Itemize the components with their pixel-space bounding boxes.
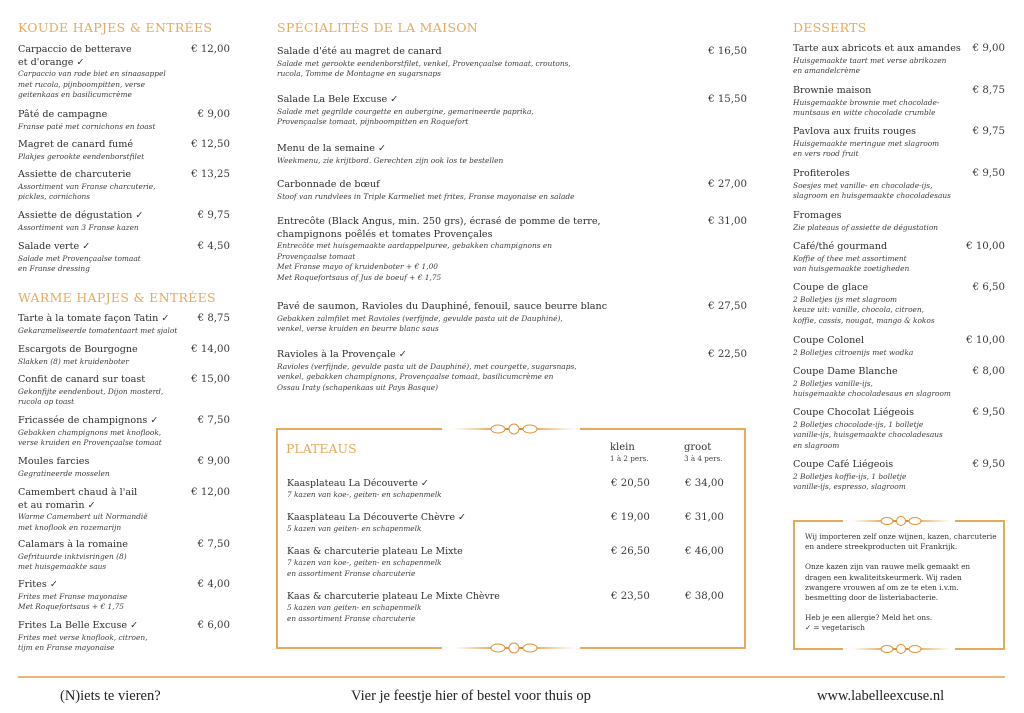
info-text <box>805 532 997 634</box>
item-desc: Franse paté met cornichons en toast <box>18 121 156 131</box>
item-price: € 9,00 <box>972 43 1005 54</box>
menu-item <box>18 169 230 203</box>
item-price: € 9,75 <box>972 126 1005 137</box>
item-price: € 9,00 <box>197 456 230 467</box>
column-header-small: klein 1 à 2 pers. <box>610 442 649 463</box>
item-price: € 10,00 <box>966 335 1005 346</box>
item-name: Frites La Belle Excuse ✓ <box>18 620 139 631</box>
info-allergy: Heb je een allergie? Meld het ons. <box>805 613 933 623</box>
item-price: € 12,00 <box>191 487 230 498</box>
item-desc: Huisgemaakte meringue met slagroom en vers rood fruit <box>793 138 940 159</box>
footer-center: Vier je feestje hier of bestel voor thuis op <box>351 688 591 704</box>
item-desc: Salade met Provençaalse tomaat en Franse dressing <box>18 253 141 274</box>
menu-item <box>277 143 747 166</box>
price-large: € 34,00 <box>685 478 724 489</box>
info-cheese: Onze kazen zijn van rauwe melk gemaakt en dragen een kwaliteitskeurmerk. Wij raden zwangere vrouwen af om ze te eten i.v.m. besmetting door de listeriabacterie. <box>805 562 971 603</box>
item-price: € 15,00 <box>191 374 230 385</box>
item-name: Café/thé gourmand <box>793 241 888 252</box>
ornament-icon <box>452 421 576 437</box>
item-desc: Zie plateaus of assiette de dégustation <box>793 222 939 232</box>
ornament-border-bottom <box>793 648 1005 650</box>
menu-item <box>793 210 1005 233</box>
item-desc: Gekonfijte eendenbout, Dijon mosterd, rucola op toast <box>18 386 164 407</box>
item-desc: Gekarameliseerde tomatentaart met sjalot <box>18 325 178 335</box>
item-desc: Ravioles (verfijnde, gevulde pasta uit de Dauphiné), met courgette, sugarsnaps, venkel, gebakken champignons, Provençaalse tomaat, basilicumcrème en Ossau Iraty (schapenkaas uit Pays Basque) <box>277 361 577 392</box>
ornament-border-bottom <box>276 647 746 649</box>
plateau-desc: 7 kazen van koe-, geiten- en schapenmelk <box>287 490 442 499</box>
footer-left: (N)iets te vieren? <box>60 688 161 704</box>
menu-item <box>18 579 230 613</box>
item-price: € 4,50 <box>197 241 230 252</box>
column-header-large: groot 3 à 4 pers. <box>684 442 723 463</box>
menu-item <box>277 216 747 283</box>
menu-item <box>18 241 230 275</box>
item-desc: Entrecôte met huisgemaakte aardappelpuree, gebakken champignons en Provençaalse tomaat Met Franse mayo of kruidenboter + € 1,00 Met Roquefortsaus of Jus de boeuf + € 1,75 <box>277 241 553 282</box>
item-name: Coupe Colonel <box>793 335 865 346</box>
menu-item <box>277 301 747 335</box>
menu-item <box>793 366 1005 400</box>
plateau-name: Kaas & charcuterie plateau Le Mixte Chèvre <box>287 591 500 602</box>
item-price: € 7,50 <box>197 539 230 550</box>
item-price: € 12,50 <box>191 139 230 150</box>
item-name: Frites ✓ <box>18 579 58 590</box>
item-desc: 2 Bolletjes citroenijs met wodka <box>793 347 914 357</box>
item-price: € 8,75 <box>197 313 230 324</box>
item-name: Tarte aux abricots et aux amandes <box>793 43 961 54</box>
item-desc: Warme Camembert uit Normandië met knoflook en rozemarijn <box>18 512 148 532</box>
section-title-koude: KOUDE HAPJES & ENTRÉES <box>18 20 213 35</box>
item-name: Coupe Chocolat Liégeois <box>793 407 915 418</box>
item-price: € 12,00 <box>191 44 230 55</box>
item-name: Escargots de Bourgogne <box>18 344 138 355</box>
item-name: Fromages <box>793 210 842 221</box>
item-price: € 9,00 <box>197 109 230 120</box>
item-price: € 8,00 <box>972 366 1005 377</box>
menu-item <box>277 46 747 80</box>
item-desc: Soesjes met vanille- en chocolade-ijs, slagroom en huisgemaakte chocoladesaus <box>793 180 951 201</box>
price-small: € 19,00 <box>611 512 650 523</box>
price-large: € 46,00 <box>685 546 724 557</box>
price-large: € 31,00 <box>685 512 724 523</box>
item-price: € 15,50 <box>708 94 747 105</box>
item-name: Coupe Café Liégeois <box>793 459 894 470</box>
footer-divider <box>18 676 1005 678</box>
item-name: Carpaccio de betterave et d'orange ✓ <box>18 44 132 68</box>
menu-item <box>18 374 230 408</box>
menu-item <box>793 168 1005 202</box>
menu-item <box>18 456 230 479</box>
menu-item <box>277 94 747 128</box>
plateau-name: Kaas & charcuterie plateau Le Mixte <box>287 546 463 557</box>
menu-item <box>793 459 1005 493</box>
item-name: Calamars à la romaine <box>18 539 128 550</box>
item-desc: Frites met verse knoflook, citroen, tijm en Franse mayonaise <box>18 632 148 653</box>
price-small: € 26,50 <box>611 546 650 557</box>
item-desc: Slakken (8) met kruidenboter <box>18 356 129 366</box>
menu-item <box>18 44 230 101</box>
menu-item <box>18 344 230 367</box>
item-desc: Gebakken champignons met knoflook, verse kruiden en Provençaalse tomaat <box>18 427 162 448</box>
item-desc: 2 Bolletjes vanille-ijs, huisgemaakte chocoladesaus en slagroom <box>793 378 951 399</box>
info-vegetarian-legend: ✓ = vegetarisch <box>805 623 865 633</box>
item-name: Menu de la semaine ✓ <box>277 143 387 154</box>
section-title-specialites: SPÉCIALITÉS DE LA MAISON <box>277 20 478 35</box>
item-desc: 2 Bolletjes ijs met slagroom keuze uit: vanille, chocola, citroen, koffie, cassis, nougat, mango & kokos <box>793 294 935 325</box>
item-name: Pâté de campagne <box>18 109 108 120</box>
item-price: € 4,00 <box>197 579 230 590</box>
item-name: Camembert chaud à l'ail et au romarin ✓ <box>18 487 138 511</box>
item-desc: Gebakken zalmfilet met Ravioles (verfijnde, gevulde pasta uit de Dauphiné), venkel, verse kruiden en beurre blanc saus <box>277 313 563 334</box>
item-desc: Assortiment van Franse charcuterie, pickles, cornichons <box>18 181 156 202</box>
item-desc: Huisgemaakte taart met verse abrikozen en amandelcrème <box>793 55 947 76</box>
menu-item <box>793 43 1005 77</box>
item-name: Entrecôte (Black Angus, min. 250 grs), écrasé de pomme de terre, champignons poêlés et tomates Provençales <box>277 216 601 240</box>
section-title-warme: WARME HAPJES & ENTRÉES <box>18 290 216 305</box>
item-desc: Plakjes gerookte eendenborstfilet <box>18 151 145 161</box>
item-name: Tarte à la tomate façon Tatin ✓ <box>18 313 170 324</box>
section-title-plateaus: PLATEAUS <box>286 441 357 456</box>
plateaus-box <box>276 428 746 649</box>
item-name: Profiteroles <box>793 168 850 179</box>
ornament-border-top <box>793 520 1005 522</box>
item-price: € 14,00 <box>191 344 230 355</box>
item-price: € 9,50 <box>972 407 1005 418</box>
info-box <box>793 520 1005 650</box>
item-name: Coupe Dame Blanche <box>793 366 898 377</box>
item-name: Moules farcies <box>18 456 90 467</box>
plateau-desc: 5 kazen van geiten- en schapenmelk en assortiment Franse charcuterie <box>287 603 422 623</box>
item-price: € 16,50 <box>708 46 747 57</box>
menu-item <box>18 487 230 533</box>
menu-item <box>18 620 230 654</box>
item-price: € 6,00 <box>197 620 230 631</box>
menu-item <box>793 407 1005 451</box>
item-name: Salade La Bele Excuse ✓ <box>277 94 399 105</box>
item-price: € 6,50 <box>972 282 1005 293</box>
item-name: Pavlova aux fruits rouges <box>793 126 917 137</box>
plateau-item <box>287 546 734 579</box>
item-price: € 13,25 <box>191 169 230 180</box>
menu-item <box>18 539 230 573</box>
item-name: Confit de canard sur toast <box>18 374 146 385</box>
ornament-icon <box>851 513 951 529</box>
menu-item <box>277 349 747 393</box>
item-price: € 22,50 <box>708 349 747 360</box>
item-desc: Weekmenu, zie krijtbord. Gerechten zijn ook los te bestellen <box>277 155 504 165</box>
item-desc: Gefrituurde inktvisringen (8) met huisgemaakte saus <box>18 551 127 572</box>
item-desc: Salade met gerookte eendenborstfilet, venkel, Provençaalse tomaat, croutons, rucola, Tomme de Montagne en sugarsnaps <box>277 58 571 79</box>
menu-item <box>793 282 1005 326</box>
price-large: € 38,00 <box>685 591 724 602</box>
item-desc: Stoof van rundvlees in Triple Karmeliet met frites, Franse mayonaise en salade <box>277 191 575 201</box>
menu-item <box>18 313 230 336</box>
ornament-icon <box>851 641 951 657</box>
menu-item <box>18 415 230 449</box>
item-price: € 8,75 <box>972 85 1005 96</box>
item-price: € 7,50 <box>197 415 230 426</box>
item-name: Salade d'été au magret de canard <box>277 46 442 57</box>
menu-item <box>793 126 1005 160</box>
item-name: Ravioles à la Provençale ✓ <box>277 349 407 360</box>
item-desc: Huisgemaakte brownie met chocolade- muntsaus en witte chocolade crumble <box>793 97 940 118</box>
item-desc: 2 Bolletjes koffie-ijs, 1 bolletje vanille-ijs, espresso, slagroom <box>793 471 907 492</box>
item-desc: Carpaccio van rode biet en sinaasappel met rucola, pijnboompitten, verse geitenkaas en basilicumcrème <box>18 69 166 100</box>
item-desc: Assortiment van 3 Franse kazen <box>18 222 139 232</box>
ornament-border-top <box>276 428 746 430</box>
plateau-name: Kaasplateau La Découverte Chèvre ✓ <box>287 512 466 523</box>
item-name: Magret de canard fumé <box>18 139 133 150</box>
item-price: € 9,50 <box>972 459 1005 470</box>
item-price: € 10,00 <box>966 241 1005 252</box>
item-desc: Gegratineerde mosselen <box>18 468 110 478</box>
info-import: Wij importeren zelf onze wijnen, kazen, charcuterie en andere streekproducten uit Frankrijk. <box>805 532 997 552</box>
item-price: € 31,00 <box>708 216 747 227</box>
item-name: Carbonnade de bœuf <box>277 179 380 190</box>
item-desc: 2 Bolletjes chocolade-ijs, 1 bolletje vanille-ijs, huisgemaakte chocoladesaus en slagroom <box>793 419 943 450</box>
item-desc: Salade met gegrilde courgette en aubergine, gemarineerde paprika, Provençaalse tomaat, pijnboompitten en Roquefort <box>277 106 534 127</box>
item-name: Pavé de saumon, Ravioles du Dauphiné, fenouil, sauce beurre blanc <box>277 301 608 312</box>
menu-item <box>793 85 1005 119</box>
item-name: Salade verte ✓ <box>18 241 91 252</box>
menu-item <box>18 139 230 162</box>
item-name: Fricassée de champignons ✓ <box>18 415 159 426</box>
item-price: € 27,00 <box>708 179 747 190</box>
section-title-desserts: DESSERTS <box>793 20 867 35</box>
item-price: € 9,75 <box>197 210 230 221</box>
item-name: Assiette de charcuterie <box>18 169 132 180</box>
plateau-desc: 7 kazen van koe-, geiten- en schapenmelk en assortiment Franse charcuterie <box>287 558 442 578</box>
menu-item <box>793 335 1005 358</box>
plateau-desc: 5 kazen van geiten- en schapenmelk <box>287 524 422 533</box>
price-small: € 20,50 <box>611 478 650 489</box>
item-price: € 27,50 <box>708 301 747 312</box>
menu-item <box>277 179 747 202</box>
plateau-item <box>287 591 734 624</box>
price-small: € 23,50 <box>611 591 650 602</box>
plateau-item <box>287 478 734 501</box>
item-desc: Frites met Franse mayonaise Met Roquefortsaus + € 1,75 <box>18 591 128 612</box>
plateau-name: Kaasplateau La Découverte ✓ <box>287 478 429 489</box>
item-name: Coupe de glace <box>793 282 869 293</box>
item-name: Assiette de dégustation ✓ <box>18 210 144 221</box>
menu-item <box>18 109 230 132</box>
menu-item <box>18 210 230 233</box>
item-price: € 9,50 <box>972 168 1005 179</box>
plateau-item <box>287 512 734 535</box>
ornament-icon <box>452 640 576 656</box>
footer-website-link[interactable]: www.labelleexcuse.nl <box>817 688 945 704</box>
item-desc: Koffie of thee met assortiment van huisgemaakte zoetigheden <box>793 253 910 274</box>
menu-item <box>793 241 1005 275</box>
item-name: Brownie maison <box>793 85 872 96</box>
